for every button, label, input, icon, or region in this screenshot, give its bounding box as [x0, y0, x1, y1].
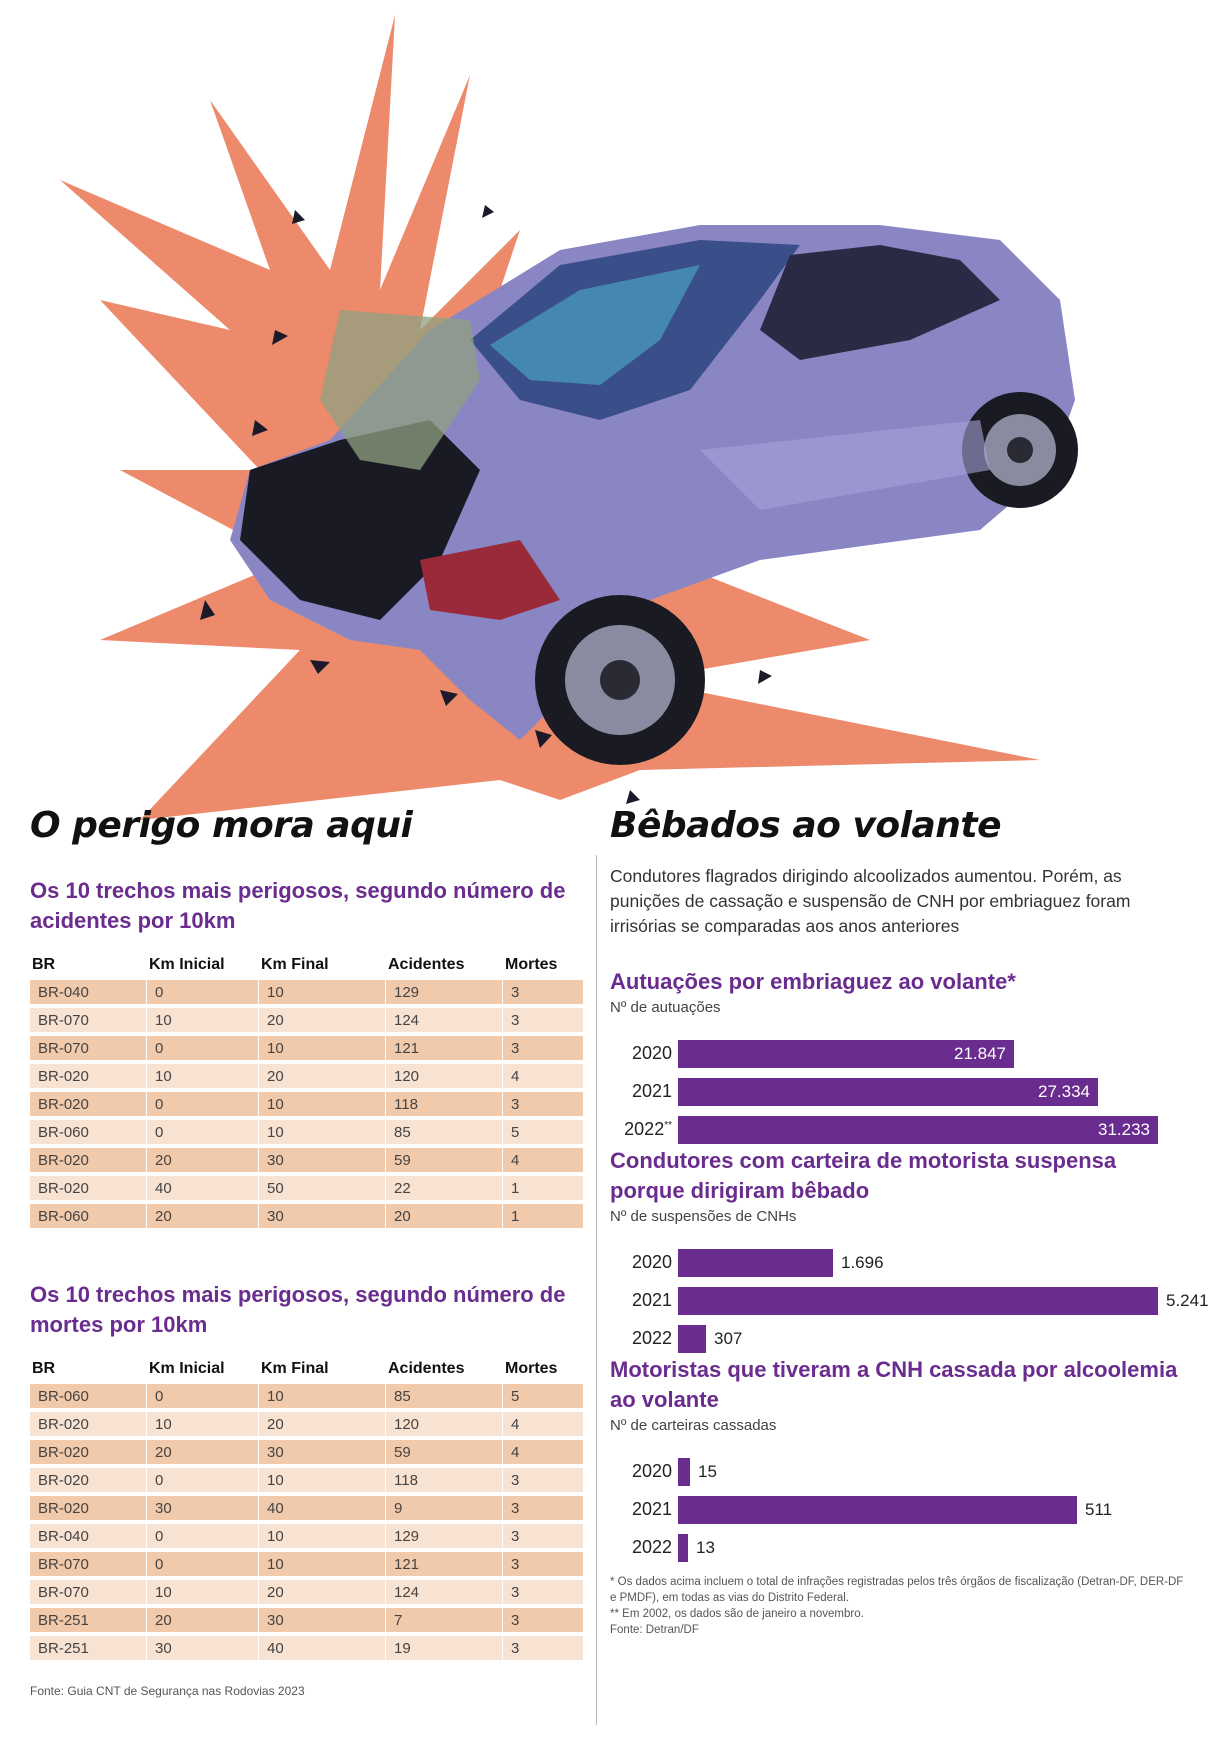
table-cell: 59	[386, 1148, 503, 1172]
bar	[678, 1496, 1077, 1524]
table-cell: 4	[503, 1064, 583, 1088]
column-header: Km Inicial	[149, 1360, 225, 1377]
table-cell: 20	[147, 1440, 259, 1464]
category-label: 2020	[631, 1461, 672, 1481]
table1-body	[30, 980, 583, 1228]
table-row	[30, 1412, 583, 1436]
table-row	[30, 1384, 583, 1408]
table-cell: 0	[147, 980, 259, 1004]
table-cell: BR-040	[30, 980, 147, 1004]
column-header: Km Inicial	[149, 956, 225, 973]
table-row	[30, 1148, 583, 1172]
table-cell: 129	[386, 1524, 503, 1548]
table-row	[30, 1008, 583, 1032]
chart-1-block	[610, 967, 1185, 1146]
table-cell: 5	[503, 1120, 583, 1144]
table-cell: 0	[147, 1120, 259, 1144]
table-cell: 5	[503, 1384, 583, 1408]
table1-header-row	[30, 954, 583, 976]
column-header: Mortes	[505, 956, 558, 973]
table-cell: 0	[147, 1552, 259, 1576]
table-row	[30, 1608, 583, 1632]
table-cell: 1	[503, 1176, 583, 1200]
table2-header-row	[30, 1358, 583, 1380]
bar-row	[610, 1325, 1185, 1353]
table-cell: 118	[386, 1092, 503, 1116]
table-cell: BR-060	[30, 1204, 147, 1228]
table-cell: 20	[259, 1580, 386, 1604]
table-cell: 20	[259, 1412, 386, 1436]
table-cell: BR-251	[30, 1608, 147, 1632]
table-cell: 0	[147, 1384, 259, 1408]
chart-1-bars	[610, 1016, 1185, 1146]
table-cell: 7	[386, 1608, 503, 1632]
table-cell: BR-020	[30, 1412, 147, 1436]
bar-row	[610, 1534, 1185, 1562]
table-cell: 118	[386, 1468, 503, 1492]
data-label: 31.233	[1098, 1120, 1150, 1139]
category-label: 2022**	[624, 1119, 672, 1139]
chart-3-title: Motoristas que tiveram a CNH cassada por alcoolemia ao volante	[610, 1357, 1178, 1412]
data-label: 307	[714, 1329, 743, 1348]
table-cell: 10	[259, 980, 386, 1004]
bar	[678, 1116, 1158, 1144]
data-label: 1.696	[841, 1253, 884, 1272]
data-label: 511	[1085, 1500, 1113, 1519]
chart-1-title: Autuações por embriaguez ao volante*	[610, 969, 1016, 994]
category-label: 2022	[631, 1328, 672, 1348]
table-cell: 10	[259, 1120, 386, 1144]
data-label: 13	[696, 1538, 715, 1557]
category-label: 2020	[631, 1252, 672, 1272]
bar-row	[610, 1116, 1185, 1144]
table-row	[30, 1036, 583, 1060]
table-cell: 3	[503, 1636, 583, 1660]
category-label: 2020	[631, 1043, 672, 1063]
table-row	[30, 1636, 583, 1660]
chart-2-unit: Nº de suspensões de CNHs	[610, 1208, 797, 1225]
table-accidents	[30, 950, 583, 1232]
table-cell: 3	[503, 1468, 583, 1492]
table-cell: 10	[259, 1384, 386, 1408]
data-label: 5.241	[1166, 1291, 1209, 1310]
chart-3-bars	[610, 1434, 1185, 1564]
footnotes	[610, 1574, 1185, 1638]
table-cell: 9	[386, 1496, 503, 1520]
table-cell: 10	[259, 1524, 386, 1548]
table-cell: 30	[147, 1636, 259, 1660]
data-label: 15	[698, 1462, 717, 1481]
table1-title: Os 10 trechos mais perigosos, segundo número de acidentes por 10km	[30, 878, 566, 933]
column-header: BR	[32, 956, 56, 973]
bar	[678, 1325, 706, 1353]
bar-row	[610, 1040, 1185, 1068]
table-cell: BR-020	[30, 1440, 147, 1464]
table-cell: 121	[386, 1552, 503, 1576]
data-label: 27.334	[1038, 1082, 1090, 1101]
table-cell: 129	[386, 980, 503, 1004]
table-cell: 30	[259, 1608, 386, 1632]
table-cell: BR-020	[30, 1064, 147, 1088]
section-title-right: Bêbados ao volante	[610, 805, 1002, 846]
table-row	[30, 1092, 583, 1116]
table-cell: 0	[147, 1092, 259, 1116]
table-cell: 4	[503, 1412, 583, 1436]
table-cell: 10	[259, 1092, 386, 1116]
table-cell: 20	[147, 1148, 259, 1172]
chart-2-title: Condutores com carteira de motorista suspensa porque dirigiram bêbado	[610, 1148, 1117, 1203]
column-header: Km Final	[261, 956, 329, 973]
chart-2-bars	[610, 1225, 1209, 1355]
dangerous-roads-section	[30, 805, 585, 1710]
table-cell: 3	[503, 1580, 583, 1604]
table-cell: 85	[386, 1120, 503, 1144]
table-cell: BR-020	[30, 1148, 147, 1172]
table-cell: 3	[503, 1092, 583, 1116]
bar	[678, 1078, 1098, 1106]
chart-3-block	[610, 1355, 1185, 1564]
table-row	[30, 1120, 583, 1144]
table-cell: 20	[386, 1204, 503, 1228]
bar-row	[610, 1078, 1185, 1106]
crashed-car-illustration	[0, 0, 1200, 860]
bar	[678, 1249, 833, 1277]
column-header: Km Final	[261, 1360, 329, 1377]
table-cell: BR-060	[30, 1120, 147, 1144]
table-cell: 3	[503, 1036, 583, 1060]
table-cell: 4	[503, 1148, 583, 1172]
table-cell: 3	[503, 1524, 583, 1548]
table-row	[30, 1204, 583, 1228]
footnote-2: ** Em 2002, os dados são de janeiro a novembro.	[610, 1608, 864, 1620]
table2-title: Os 10 trechos mais perigosos, segundo número de mortes por 10km	[30, 1282, 566, 1337]
column-header: BR	[32, 1360, 56, 1377]
table-row	[30, 1580, 583, 1604]
table-cell: BR-070	[30, 1008, 147, 1032]
table-cell: 20	[147, 1608, 259, 1632]
table-cell: BR-070	[30, 1036, 147, 1060]
table-cell: BR-020	[30, 1468, 147, 1492]
table-cell: 85	[386, 1384, 503, 1408]
table-cell: 30	[259, 1440, 386, 1464]
table-cell: 120	[386, 1064, 503, 1088]
table-cell: 0	[147, 1468, 259, 1492]
table-cell: 22	[386, 1176, 503, 1200]
table-cell: 20	[147, 1204, 259, 1228]
category-label: 2022	[631, 1537, 672, 1557]
table-cell: 10	[259, 1552, 386, 1576]
table-row	[30, 1064, 583, 1088]
section-title-left: O perigo mora aqui	[30, 805, 413, 846]
drunk-driving-section	[610, 805, 1209, 1638]
table-cell: BR-251	[30, 1636, 147, 1660]
intro-text: Condutores flagrados dirigindo alcoolizados aumentou. Porém, as punições de cassação e suspensão de CNH por embriaguez foram irrisórias se comparadas aos anos anteriores	[610, 866, 1131, 936]
table-cell: 10	[147, 1064, 259, 1088]
table-cell: 10	[259, 1468, 386, 1492]
table-cell: 3	[503, 1552, 583, 1576]
table-cell: 30	[259, 1148, 386, 1172]
category-label: 2021	[631, 1499, 672, 1519]
data-label: 21.847	[954, 1044, 1006, 1063]
bar-row	[610, 1458, 1185, 1486]
bar-row	[610, 1496, 1185, 1524]
column-header: Acidentes	[388, 1360, 465, 1377]
column-header: Mortes	[505, 1360, 558, 1377]
table-cell: 1	[503, 1204, 583, 1228]
table-cell: 124	[386, 1580, 503, 1604]
table-cell: 50	[259, 1176, 386, 1200]
table-cell: 3	[503, 1608, 583, 1632]
table-row	[30, 1524, 583, 1548]
table-cell: 30	[147, 1496, 259, 1520]
table-row	[30, 1176, 583, 1200]
table-cell: 0	[147, 1036, 259, 1060]
table-row	[30, 1496, 583, 1520]
bar-row	[610, 1249, 1185, 1277]
category-label: 2021	[631, 1290, 672, 1310]
table-cell: BR-060	[30, 1384, 147, 1408]
table-cell: 3	[503, 1008, 583, 1032]
bar	[678, 1534, 688, 1562]
bar-row	[610, 1287, 1209, 1315]
table-cell: BR-020	[30, 1176, 147, 1200]
table-cell: BR-070	[30, 1580, 147, 1604]
chart-2-block	[610, 1146, 1209, 1355]
table-row	[30, 1440, 583, 1464]
table-cell: BR-020	[30, 1092, 147, 1116]
table-cell: BR-020	[30, 1496, 147, 1520]
table-cell: 40	[259, 1636, 386, 1660]
table-cell: 59	[386, 1440, 503, 1464]
bar	[678, 1287, 1158, 1315]
table-cell: 10	[147, 1412, 259, 1436]
table-cell: 0	[147, 1524, 259, 1548]
table-cell: 10	[147, 1008, 259, 1032]
source-note-left: Fonte: Guia CNT de Segurança nas Rodovias 2023	[30, 1684, 305, 1698]
table-row	[30, 1468, 583, 1492]
column-header: Acidentes	[388, 956, 465, 973]
chart-1-unit: Nº de autuações	[610, 999, 721, 1016]
table-cell: 3	[503, 980, 583, 1004]
category-label: 2021	[631, 1081, 672, 1101]
footnote-1: * Os dados acima incluem o total de infrações registradas pelos três órgãos de fiscalização (Detran-DF, DER-DF e PMDF), em todas as vias do Distrito Federal.	[610, 1576, 1184, 1604]
table-cell: 30	[259, 1204, 386, 1228]
table-cell: BR-070	[30, 1552, 147, 1576]
table-cell: 40	[259, 1496, 386, 1520]
table-cell: 4	[503, 1440, 583, 1464]
table-deaths	[30, 1354, 583, 1664]
table-cell: 40	[147, 1176, 259, 1200]
table-row	[30, 980, 583, 1004]
table-cell: 10	[147, 1580, 259, 1604]
table-cell: 19	[386, 1636, 503, 1660]
column-divider	[596, 855, 597, 1725]
source-note-right: Fonte: Detran/DF	[610, 1624, 699, 1636]
table-cell: 20	[259, 1064, 386, 1088]
table-cell: 120	[386, 1412, 503, 1436]
table-cell: BR-040	[30, 1524, 147, 1548]
table-cell: 3	[503, 1496, 583, 1520]
table-cell: 124	[386, 1008, 503, 1032]
table-cell: 20	[259, 1008, 386, 1032]
chart-3-unit: Nº de carteiras cassadas	[610, 1417, 777, 1434]
bar	[678, 1458, 690, 1486]
table-cell: 121	[386, 1036, 503, 1060]
table-cell: 10	[259, 1036, 386, 1060]
table2-body	[30, 1384, 583, 1660]
table-row	[30, 1552, 583, 1576]
